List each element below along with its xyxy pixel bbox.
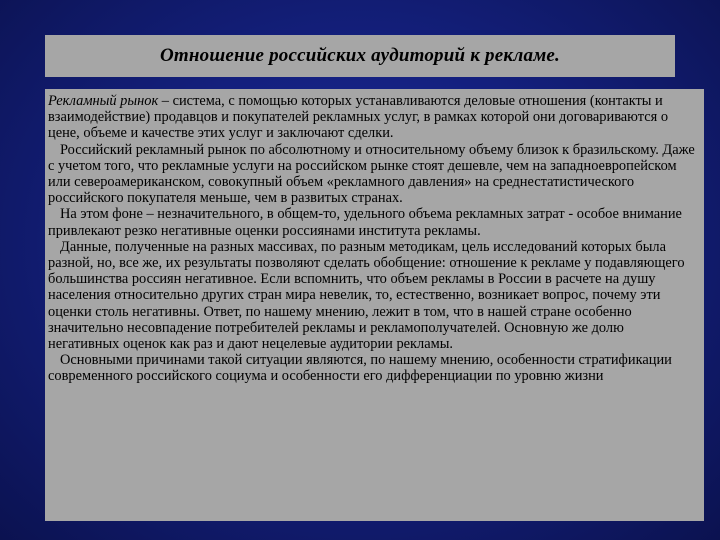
- paragraph-definition: [48, 93, 698, 142]
- lead-term: Рекламный рынок: [48, 93, 159, 109]
- slide-title: Отношение российских аудиторий к рекламе.: [160, 45, 560, 66]
- body-text-box: [45, 89, 704, 521]
- title-box: [45, 35, 675, 77]
- paragraph-text: – система, с помощью которых устанавливаются деловые отношения (контакты и взаимодействие) продавцов и покупателей рекламных услуг, в рамках которой они договариваются о цене, объеме и качестве этих услуг и заключают сделки.: [48, 93, 669, 142]
- paragraph-negative-assessments: На этом фоне – незначительного, в общем-то, удельного объема рекламных затрат - особое внимание привлекают резко негативные оценки россиянами института рекламы.: [48, 206, 682, 239]
- paragraph-reasons: Основными причинами такой ситуации являются, по нашему мнению, особенности стратификации современного российского социума и особенности его дифференциации по уровню жизни: [48, 352, 672, 385]
- paragraph-research-data: Данные, полученные на разных массивах, по разным методикам, цель исследований которых была разной, но, все же, их результаты позволяют сделать обобщение: отношение к рекламе у подавляющего большинства россиян негативное. Если вспомнить, что объем рекламы в России в расчете на душу населения относительно других стран мира невелик, то, естественно, возникает вопрос, почему эти оценки столь негативны. Ответ, по нашему мнению, лежит в том, что в нашей стране особенно значительно несовпадение потребителей рекламы и рекламополучателей. Основную же долю негативных оценок как раз и дают нецелевые аудитории рекламы.: [48, 238, 685, 353]
- paragraph-market-volume: Российский рекламный рынок по абсолютному и относительному объему близок к бразильскому. Даже с учетом того, что рекламные услуги на российском рынке стоят дешевле, чем на западноевропейском или североамериканском, совокупный объем «рекламного давления» на среднестатистического российского покупателя меньше, чем в развитых странах.: [48, 141, 695, 207]
